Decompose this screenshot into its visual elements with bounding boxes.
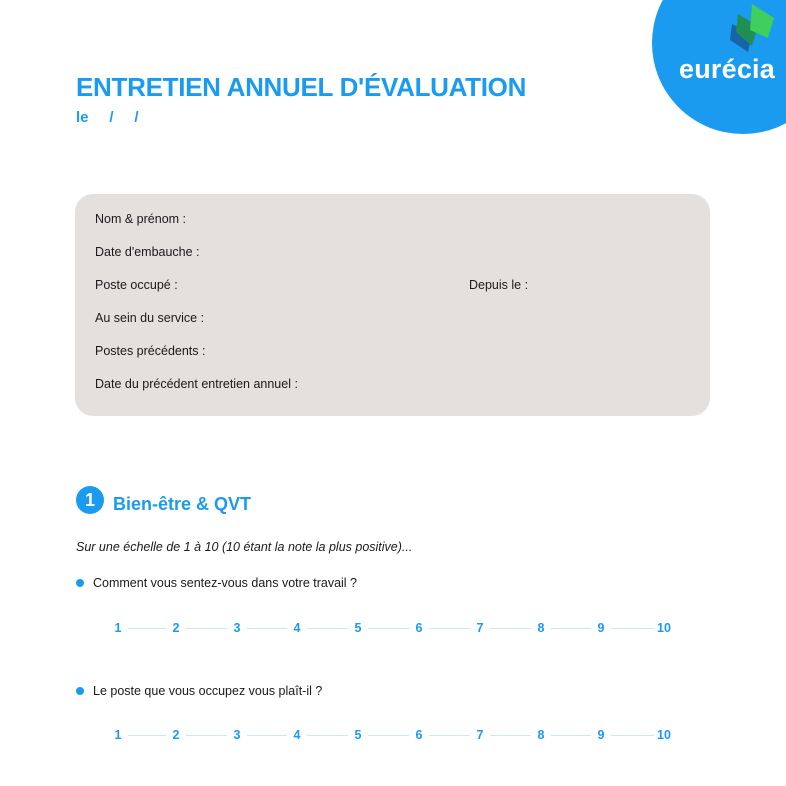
- bullet-icon: [76, 579, 84, 587]
- field-previous-review-label: Date du précédent entretien annuel :: [95, 377, 298, 391]
- section-intro: Sur une échelle de 1 à 10 (10 étant la note la plus positive)...: [76, 540, 413, 554]
- scale-option-q1[interactable]: 1: [114, 621, 122, 635]
- scale-connector-line: [490, 628, 531, 629]
- field-department-label: Au sein du service :: [95, 311, 205, 325]
- scale-connector-line: [307, 735, 348, 736]
- section-number-badge: 1: [76, 486, 104, 514]
- question-2: Le poste que vous occupez vous plaît-il ?: [93, 684, 323, 698]
- employee-info-box: [75, 194, 710, 416]
- scale-option-q2[interactable]: 1: [114, 728, 122, 742]
- scale-option-q1[interactable]: 5: [354, 621, 362, 635]
- scale-connector-line: [429, 735, 470, 736]
- scale-option-q1[interactable]: 8: [537, 621, 545, 635]
- scale-option-q1[interactable]: 10: [657, 621, 671, 635]
- scale-connector-line: [551, 628, 591, 629]
- scale-connector-line: [186, 735, 227, 736]
- scale-option-q1[interactable]: 2: [172, 621, 180, 635]
- scale-connector-line: [307, 628, 348, 629]
- scale-connector-line: [368, 735, 409, 736]
- scale-option-q1[interactable]: 4: [293, 621, 301, 635]
- field-since-label: Depuis le :: [469, 278, 529, 292]
- scale-option-q2[interactable]: 8: [537, 728, 545, 742]
- field-hire-date-label: Date d'embauche :: [95, 245, 200, 259]
- scale-connector-line: [611, 735, 654, 736]
- scale-option-q2[interactable]: 5: [354, 728, 362, 742]
- scale-connector-line: [490, 735, 531, 736]
- scale-option-q1[interactable]: 6: [415, 621, 423, 635]
- scale-option-q2[interactable]: 3: [233, 728, 241, 742]
- page-title: ENTRETIEN ANNUEL D'ÉVALUATION: [76, 72, 527, 102]
- field-name-label: Nom & prénom :: [95, 212, 187, 226]
- field-position-label: Poste occupé :: [95, 278, 178, 292]
- scale-option-q2[interactable]: 6: [415, 728, 423, 742]
- section-title: Bien-être & QVT: [113, 494, 252, 514]
- scale-option-q2[interactable]: 7: [476, 728, 484, 742]
- scale-connector-line: [247, 735, 287, 736]
- scale-option-q2[interactable]: 4: [293, 728, 301, 742]
- scale-option-q2[interactable]: 9: [597, 728, 605, 742]
- scale-connector-line: [128, 735, 166, 736]
- scale-connector-line: [247, 628, 287, 629]
- date-line: le / /: [76, 109, 139, 126]
- scale-connector-line: [128, 628, 166, 629]
- bullet-icon: [76, 687, 84, 695]
- scale-connector-line: [551, 735, 591, 736]
- scale-connector-line: [186, 628, 227, 629]
- scale-option-q1[interactable]: 9: [597, 621, 605, 635]
- field-previous-positions-label: Postes précédents :: [95, 344, 206, 358]
- scale-connector-line: [429, 628, 470, 629]
- logo-leaf-icon: [728, 4, 776, 56]
- scale-option-q1[interactable]: 7: [476, 621, 484, 635]
- question-1: Comment vous sentez-vous dans votre travail ?: [93, 576, 358, 590]
- logo-text: eurécia: [679, 54, 775, 84]
- scale-connector-line: [611, 628, 654, 629]
- scale-connector-line: [368, 628, 409, 629]
- scale-option-q2[interactable]: 2: [172, 728, 180, 742]
- scale-option-q1[interactable]: 3: [233, 621, 241, 635]
- scale-option-q2[interactable]: 10: [657, 728, 671, 742]
